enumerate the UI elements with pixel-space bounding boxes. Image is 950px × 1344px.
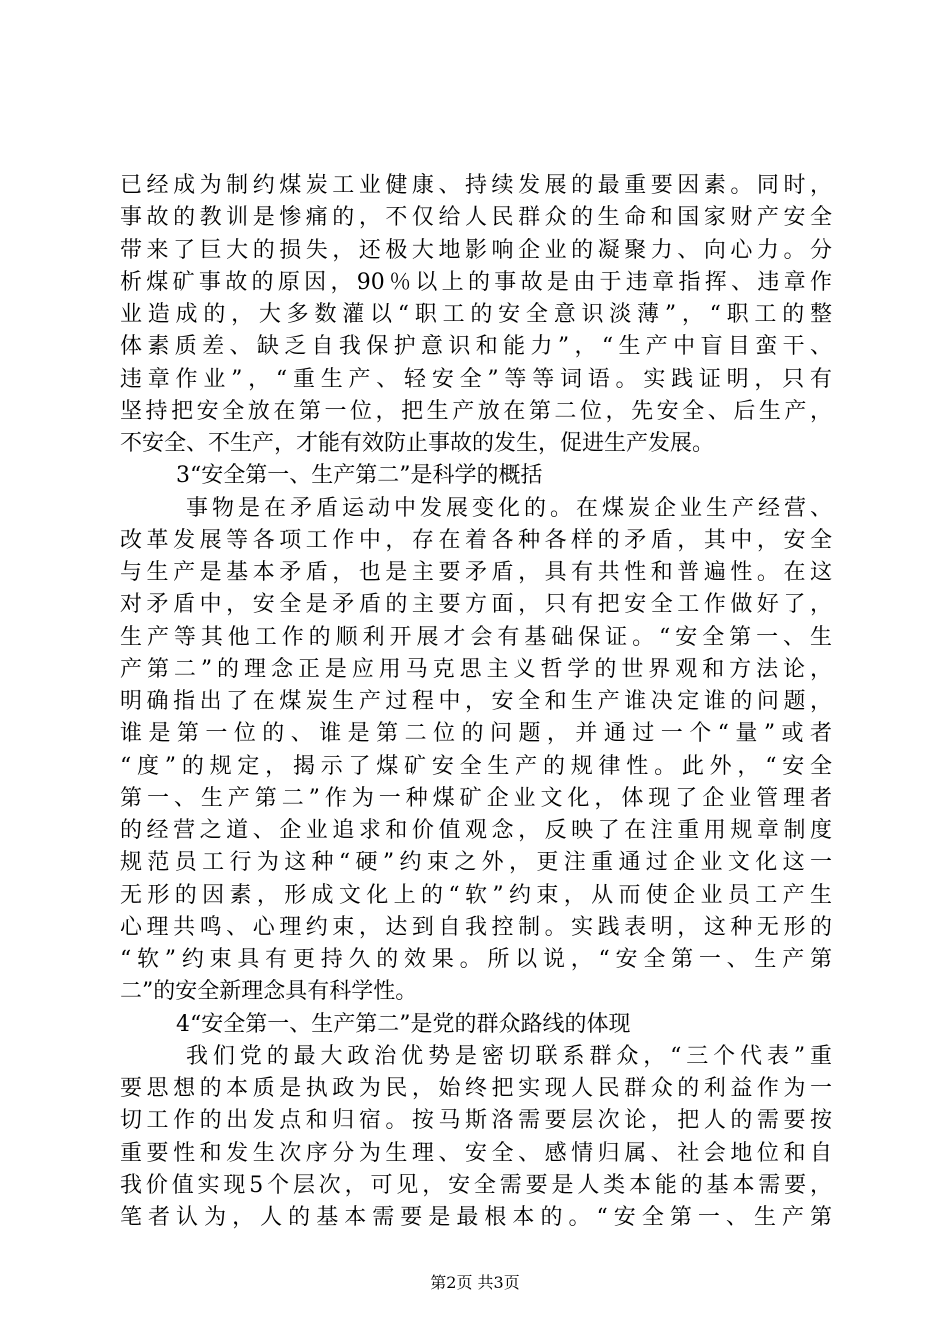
paragraph-line: 对矛盾中，安全是矛盾的主要方面，只有把安全工作做好了， <box>120 592 832 618</box>
paragraph-line: 生产等其他工作的顺利开展才会有基础保证。“安全第一、生 <box>120 624 832 650</box>
paragraph-line: 心理共鸣、心理约束，达到自我控制。实践表明，这种无形的 <box>120 914 832 940</box>
paragraph-line: 带来了巨大的损失，还极大地影响企业的凝聚力、向心力。分 <box>120 237 832 263</box>
paragraph-line: 体素质差、缺乏自我保护意识和能力”，“生产中盲目蛮干、 <box>120 334 832 360</box>
paragraph-line: 规范员工行为这种“硬”约束之外，更注重通过企业文化这一 <box>120 850 832 876</box>
paragraph-line: 事故的教训是惨痛的，不仅给人民群众的生命和国家财产安全 <box>120 205 832 231</box>
paragraph-line: 重要性和发生次序分为生理、安全、感情归属、社会地位和自 <box>120 1140 832 1166</box>
paragraph-line: 违章作业”，“重生产、轻安全”等等词语。实践证明，只有 <box>120 366 832 392</box>
paragraph-line: 要思想的本质是执政为民，始终把实现人民群众的利益作为一 <box>120 1076 832 1101</box>
section-heading: 4“安全第一、生产第二”是党的群众路线的体现 <box>176 1011 631 1037</box>
document-body <box>120 170 832 1234</box>
paragraph-line: 明确指出了在煤炭生产过程中，安全和生产谁决定谁的问题， <box>120 689 832 714</box>
paragraph-line: 已经成为制约煤炭工业健康、持续发展的最重要因素。同时， <box>120 173 832 198</box>
section-heading: 3“安全第一、生产第二”是科学的概括 <box>176 463 543 489</box>
paragraph-line: 切工作的出发点和归宿。按马斯洛需要层次论，把人的需要按 <box>120 1108 832 1134</box>
paragraph-line: 坚持把安全放在第一位，把生产放在第二位，先安全、后生产， <box>120 398 832 424</box>
paragraph-line: 的经营之道、企业追求和价值观念，反映了在注重用规章制度 <box>120 818 832 843</box>
paragraph-line: 产第二”的理念正是应用马克思主义哲学的世界观和方法论， <box>120 656 832 682</box>
paragraph-line: 我们党的最大政治优势是密切联系群众，“三个代表”重 <box>186 1043 832 1069</box>
paragraph-line: 谁是第一位的、谁是第二位的问题，并通过一个“量”或者 <box>120 721 832 747</box>
paragraph-line: 业造成的，大多数灌以“职工的安全意识淡薄”，“职工的整 <box>120 302 832 327</box>
paragraph-line: 笔者认为，人的基本需要是最根本的。“安全第一、生产第 <box>120 1205 832 1230</box>
paragraph-line: 析煤矿事故的原因，90％以上的事故是由于违章指挥、违章作 <box>120 269 832 295</box>
paragraph-line: 无形的因素，形成文化上的“软”约束，从而使企业员工产生 <box>120 882 832 908</box>
paragraph-line: 我价值实现5个层次，可见，安全需要是人类本能的基本需要， <box>120 1172 832 1198</box>
paragraph-line: 第一、生产第二”作为一种煤矿企业文化，体现了企业管理者 <box>120 785 832 811</box>
paragraph-line: 与生产是基本矛盾，也是主要矛盾，具有共性和普遍性。在这 <box>120 560 832 585</box>
page-footer: 第2页 共3页 <box>430 1273 520 1292</box>
paragraph-line: 不安全、不生产，才能有效防止事故的发生，促进生产发展。 <box>120 431 715 456</box>
paragraph-line: 二”的安全新理念具有科学性。 <box>120 979 418 1005</box>
paragraph-line: 改革发展等各项工作中，存在着各种各样的矛盾，其中，安全 <box>120 527 832 553</box>
paragraph-line: “软”约束具有更持久的效果。所以说，“安全第一、生产第 <box>120 947 832 972</box>
paragraph-line: “度”的规定，揭示了煤矿安全生产的规律性。此外，“安全 <box>120 753 832 779</box>
paragraph-line: 事物是在矛盾运动中发展变化的。在煤炭企业生产经营、 <box>186 495 832 521</box>
